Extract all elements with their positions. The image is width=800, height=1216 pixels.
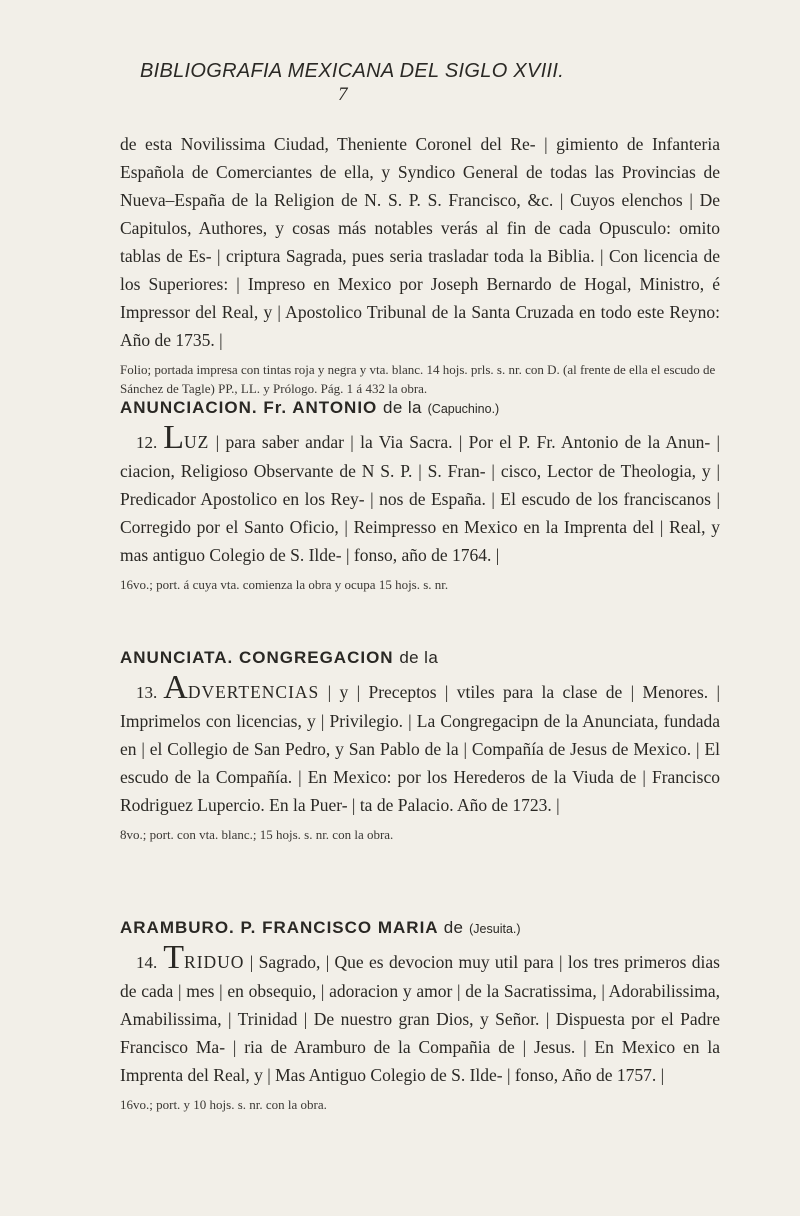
entry-number: 14. [136,953,158,972]
initial-letter: T [163,939,185,976]
first-word: RIDUO [184,952,245,972]
entry-number: 13. [136,683,158,702]
first-word: DVERTENCIAS [187,682,320,702]
entry-note: 16vo.; port. y 10 hojs. s. nr. con la obra. [120,1097,327,1112]
running-title: BIBLIOGRAFIA MEXICANA DEL SIGLO XVIII. [140,60,565,82]
continuation-text: de esta Novilissima Ciudad, Theniente Coronel del Re- | gimiento de Infanteria Española de Comerciantes de ella, y Syndico General de todas las Provincias de Nueva–España de la Religion de N. S. P. S. Francisco, &c. | Cuyos elenchos | De Capitulos, Authores, y cosas más notables verás al fin de cada Opusculo: omito tablas de Es- | criptura Sagrada, pues seria trasladar toda la Biblia. | Con licencia de los Superiores: | Impreso en Mexico por Joseph Bernardo de Hogal, Ministro, é Impressor del Real, y | Apostolico Tribunal de la Santa Cruzada en todo este Reyno: Año de 1735. | [120,134,720,350]
entry-description: | Sagrado, | Que es devocion muy util para | los tres primeros dias de cada | mes | en obsequio, | adoracion y amor | de la Sacratissima, | Adorabilissima, Amabilissima, | Trinidad | De nuestro gran Dios, y Señor. | Dispuesta por el Padre Francisco Ma- | ria de Aramburo de la Compañia de | Jesus. | En Mexico en la Imprenta del Real, y | Mas Antiguo Colegio de S. Ilde- | fonso, Año de 1757. | [120,952,720,1085]
entry-author: ANUNCIATA. CONGREGACION [120,648,394,667]
entry-13 [120,648,720,844]
entry-heading [120,398,720,418]
entry-religious-order: (Capuchino.) [427,402,500,416]
entry-author: ARAMBURO. P. FRANCISCO MARIA [120,918,438,937]
entry-author-particle: de [443,918,464,937]
entry-note: 16vo.; port. á cuya vta. comienza la obra y ocupa 15 hojs. s. nr. [120,577,449,592]
entry-description: | y | Preceptos | vtiles para la clase de | Menores. | Imprimelos con licencias, y | Privilegio. | La Congregacipn de la Anunciata, fundada en | el Collegio de San Pedro, y San Pablo de la | Compañía de Jesus de Mexico. | El escudo de la Compañía. | En Mexico: por los Herederos de la Viuda de | Francisco Rodriguez Lupercio. En la Puer- | ta de Palacio. Año de 1723. | [120,682,720,815]
entry-author: ANUNCIACION. Fr. ANTONIO [120,398,378,417]
entry-text [120,669,720,819]
entry-14 [120,918,720,1114]
entry-heading [120,648,720,668]
continuation-note: Folio; portada impresa con tintas roja y negra y vta. blanc. 14 hojs. prls. s. nr. con D. (al frente de ella el escudo de Sánchez de Tagle) PP., LL. y Prólogo. Pág. 1 á 432 la obra. [120,362,716,396]
entry-heading [120,918,720,938]
entry-religious-order: (Jesuita.) [469,922,521,936]
entry-number: 12. [136,433,158,452]
entry-12 [120,398,720,594]
entry-text [120,939,720,1089]
first-word: UZ [184,432,210,452]
entry-author-particle: de la [383,398,422,417]
page-number: 7 [338,84,348,105]
entry-author-particle: de la [399,648,439,667]
initial-letter: A [163,669,188,706]
entry-description: | para saber andar | la Via Sacra. | Por el P. Fr. Antonio de la Anun- | ciacion, Religioso Observante de N S. P. | S. Fran- | cisco, Lector de Theologia, y | Predicador Apostolico en los Rey- | nos de España. | El escudo de los franciscanos | Corregido por el Santo Oficio, | Reimpresso en Mexico en la Imprenta del | Real, y mas antiguo Colegio de S. Ilde- | fonso, año de 1764. | [120,432,720,565]
entry-text [120,419,720,569]
initial-letter: L [163,419,185,456]
continuation-block [120,130,720,398]
entry-note: 8vo.; port. con vta. blanc.; 15 hojs. s. nr. con la obra. [120,827,394,842]
